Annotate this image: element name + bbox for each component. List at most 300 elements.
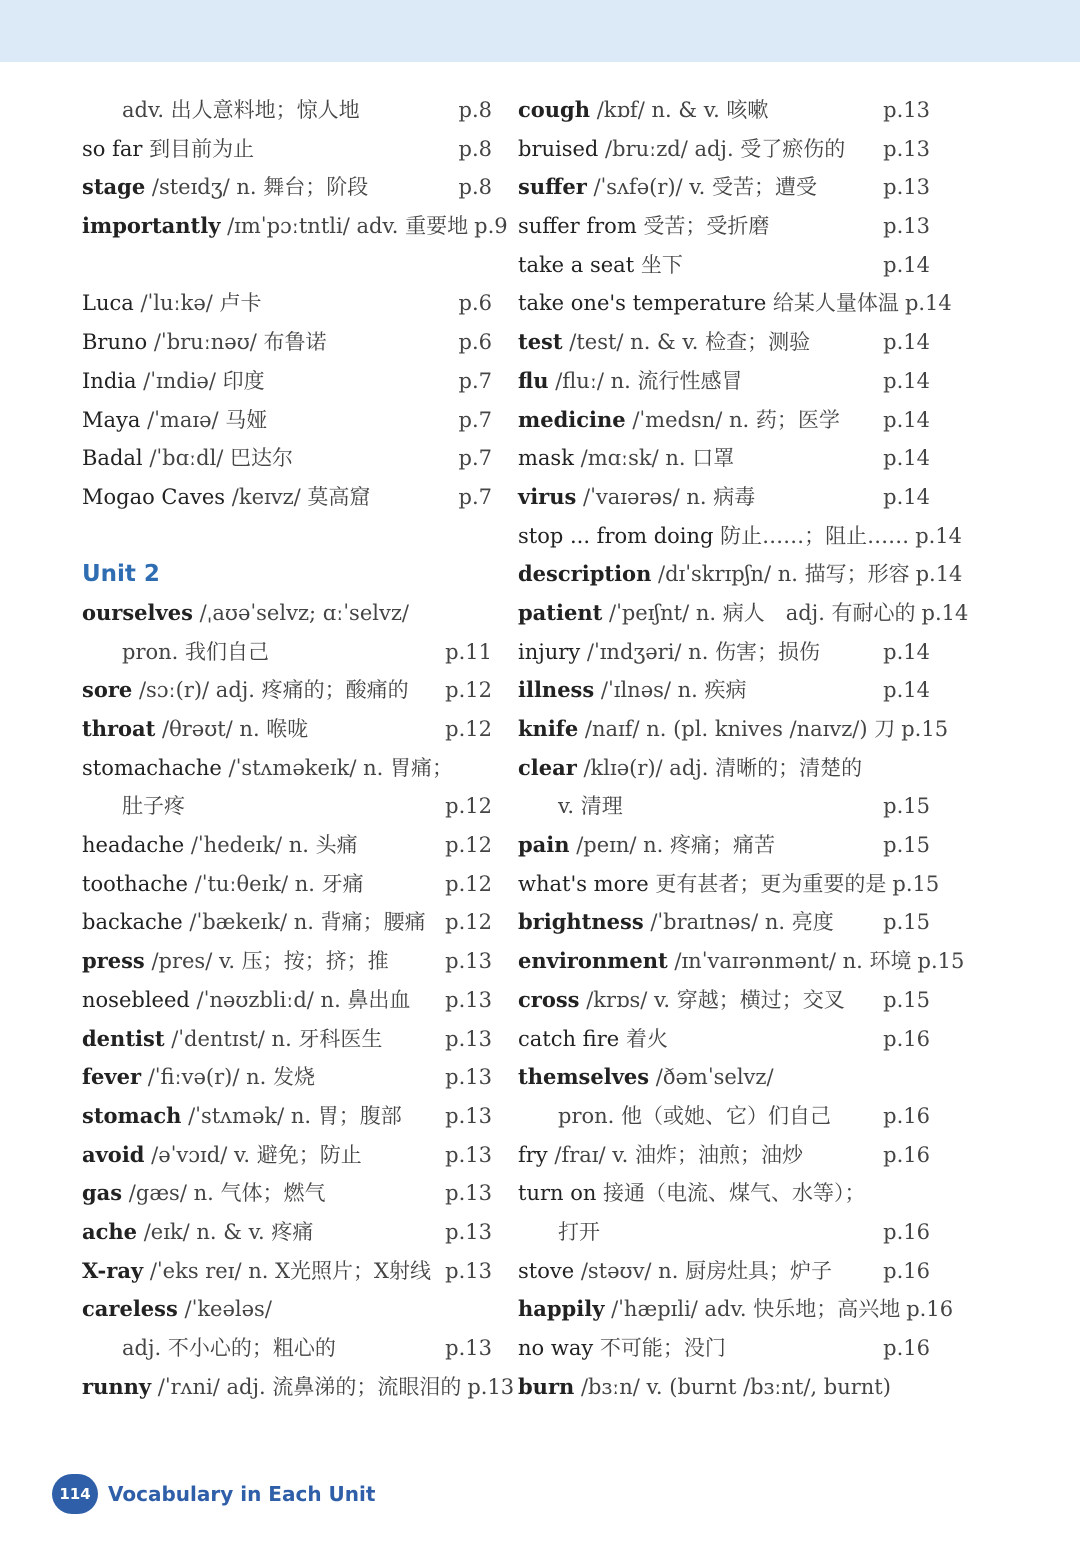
page-reference: p.15: [883, 910, 930, 935]
page-reference: p.7: [458, 446, 492, 471]
vocab-entry: [82, 826, 492, 865]
vocab-definition: 防止……；阻止……: [713, 523, 910, 548]
vocab-entry: [82, 633, 492, 672]
vocab-entry: [518, 981, 930, 1020]
vocab-entry-text: [518, 246, 683, 285]
vocab-word: environment: [518, 948, 668, 974]
vocab-entry: [518, 362, 930, 401]
vocab-word: knife: [518, 716, 579, 741]
vocab-entry-text: [82, 1290, 272, 1329]
vocab-entry: [82, 903, 492, 942]
vocab-entry: [82, 168, 492, 207]
vocab-definition: /bɜːn/ v. (burnt /bɜːnt/, burnt): [574, 1374, 891, 1399]
page-reference: p.14: [883, 252, 930, 277]
page-reference: p.11: [445, 639, 492, 664]
vocab-word: careless: [82, 1296, 178, 1322]
vocab-word: Bruno: [82, 330, 148, 355]
vocab-word: illness: [518, 677, 595, 703]
vocab-word: suffer: [518, 174, 587, 200]
vocab-entry: [518, 1174, 930, 1213]
page-reference: p.15: [917, 949, 965, 974]
vocab-entry-text: [82, 1058, 315, 1097]
vocab-definition: /ˈmaɪə/ 马娅: [140, 407, 268, 432]
vocab-entry-text: [518, 787, 623, 826]
vocab-definition: /θrəʊt/ n. 喉咙: [155, 717, 309, 741]
page-reference: p.13: [445, 1065, 492, 1090]
vocab-definition: /stəʊv/ n. 厨房灶具；炉子: [574, 1258, 833, 1283]
page-reference: p.14: [883, 446, 930, 471]
vocab-entry-text: [82, 749, 453, 788]
vocab-entry: [82, 1252, 492, 1291]
vocab-entry: [82, 1020, 492, 1059]
vocab-word: themselves: [518, 1064, 650, 1090]
vocab-entry: [82, 1290, 492, 1329]
vocab-entry: [518, 594, 969, 633]
vocab-entry: [82, 91, 492, 130]
page-number-badge: 114: [52, 1474, 98, 1514]
vocab-word: flu: [518, 367, 549, 393]
vocab-definition: /ˈeks reɪ/ n. X光照片；X射线: [143, 1258, 431, 1283]
vocab-word: description: [518, 561, 652, 587]
vocab-word: gas: [82, 1180, 123, 1206]
vocab-entry: [82, 1058, 492, 1097]
vocab-entry-text: [518, 981, 845, 1020]
vocab-word: ache: [82, 1218, 138, 1244]
vocab-entry-text: [518, 1213, 600, 1252]
vocab-definition: /ˈstʌməkeɪk/ n. 胃痛；: [221, 755, 453, 780]
vocab-definition: /naɪf/ n. (pl. knives /naɪvz/) 刀: [578, 717, 896, 741]
vocab-definition: /mɑːsk/ n. 口罩: [573, 446, 735, 471]
vocab-entry-text: [518, 1174, 866, 1213]
vocab-definition: /fraɪ/ v. 油炸；油煎；油炒: [547, 1142, 803, 1167]
vocab-word: fry: [518, 1142, 548, 1167]
vocab-entry: [82, 207, 508, 246]
vocab-entry: [82, 787, 492, 826]
page-reference: p.8: [458, 98, 492, 122]
vocab-entry-text: [82, 1329, 336, 1368]
vocab-definition: /ˈkeələs/: [177, 1297, 272, 1322]
vocab-entry-text: [82, 1020, 382, 1059]
vocab-entry-text: [82, 787, 185, 826]
vocab-word: dentist: [82, 1025, 165, 1051]
vocab-entry-text: [82, 401, 267, 440]
vocab-word: importantly: [82, 213, 221, 239]
vocab-entry: [82, 865, 492, 904]
vocab-entry-text: [82, 594, 409, 633]
vocab-entry: [82, 439, 492, 478]
vocab-definition: /kɒf/ n. & v. 咳嗽: [590, 98, 769, 122]
vocab-word: virus: [518, 483, 577, 509]
vocab-word: catch fire: [518, 1026, 620, 1051]
page-reference: p.16: [883, 1258, 930, 1283]
vocab-definition: 不可能；没门: [593, 1336, 726, 1360]
page-reference: p.8: [458, 136, 492, 161]
vocab-definition: /sɔː(r)/ adj. 疼痛的；酸痛的: [132, 678, 409, 703]
page-reference: p.6: [458, 291, 492, 316]
vocab-entry-text: [518, 942, 912, 981]
vocab-entry: [518, 671, 930, 710]
page-reference: p.13: [445, 1181, 492, 1206]
page-reference: p.15: [892, 871, 940, 896]
vocab-entry-text: [518, 401, 840, 440]
vocab-word: mask: [518, 446, 574, 471]
page-reference: p.16: [883, 1142, 930, 1167]
vocab-word: brightness: [518, 909, 644, 935]
page-reference: p.12: [445, 871, 492, 896]
page-reference: p.13: [883, 98, 930, 122]
vocab-definition: /ɪmˈpɔːtntli/ adv. 重要地: [220, 214, 469, 239]
vocab-definition: 更有甚者；更为重要的是: [648, 871, 887, 896]
page-reference: p.15: [883, 987, 930, 1012]
page-reference: p.15: [883, 794, 930, 819]
right-vocabulary-column: [518, 91, 969, 1406]
vocab-definition: adv. 出人意料地；惊人地: [122, 98, 360, 122]
vocab-entry: [518, 1290, 954, 1329]
vocab-word: Maya: [82, 407, 141, 432]
vocab-entry: [82, 478, 492, 517]
vocab-entry: [82, 594, 492, 633]
vocab-entry-text: [518, 671, 747, 710]
page-reference: p.7: [458, 484, 492, 509]
page-reference: p.13: [445, 1026, 492, 1051]
vocab-word: test: [518, 329, 563, 355]
vocab-entry-text: [82, 671, 409, 710]
page-reference: p.14: [915, 523, 963, 548]
left-vocabulary-column: [82, 91, 515, 1406]
vocab-entry-text: [82, 439, 293, 478]
vocab-entry: [518, 323, 930, 362]
vocab-word: turn on: [518, 1181, 597, 1206]
vocab-entry: [82, 749, 492, 788]
vocab-definition: /ˈmedsn/ n. 药；医学: [625, 407, 840, 432]
vocab-word: X-ray: [82, 1257, 144, 1283]
page-reference: p.13: [445, 1103, 492, 1128]
vocab-entry: [518, 91, 930, 130]
vocab-entry-text: [518, 1136, 803, 1175]
vocab-entry-text: [518, 478, 755, 517]
page-reference: p.15: [901, 717, 949, 741]
vocab-definition: 受苦；受折磨: [636, 214, 770, 239]
vocab-entry: [82, 942, 492, 981]
vocab-entry: [82, 981, 492, 1020]
page-reference: p.13: [445, 1336, 492, 1360]
page-reference: p.12: [445, 678, 492, 703]
vocab-entry-text: [82, 710, 308, 749]
vocab-entry: [518, 555, 963, 594]
vocab-entry-text: [82, 284, 262, 323]
vocab-entry: [518, 439, 930, 478]
vocab-word: take one's temperature: [518, 291, 767, 316]
vocab-entry-text: [82, 168, 368, 207]
vocab-entry-text: [82, 478, 370, 517]
page-reference: p.12: [445, 717, 492, 741]
vocab-entry-text: [518, 1097, 831, 1136]
vocab-word: bruised: [518, 136, 599, 161]
vocab-definition: /ˈdentɪst/ n. 牙科医生: [164, 1026, 383, 1051]
vocab-definition: /ɪnˈvaɪrənmənt/ n. 环境: [667, 949, 912, 974]
vocab-definition: /ˌaʊəˈselvz; ɑːˈselvz/: [192, 600, 409, 625]
page-reference: p.14: [883, 678, 930, 703]
vocab-definition: /fluː/ n. 流行性感冒: [548, 368, 743, 393]
vocab-word: burn: [518, 1373, 575, 1399]
vocab-entry: [518, 1020, 930, 1059]
vocab-word: no way: [518, 1336, 594, 1360]
vocab-definition: /ˈrʌni/ adj. 流鼻涕的；流眼泪的: [151, 1374, 462, 1399]
page-reference: p.13: [445, 987, 492, 1012]
vocab-definition: adj. 不小心的；粗心的: [122, 1336, 336, 1360]
vocab-entry-text: [82, 826, 358, 865]
vocab-definition: /əˈvɔɪd/ v. 避免；防止: [144, 1142, 362, 1167]
vocab-word: press: [82, 948, 145, 974]
vocab-entry-text: [82, 362, 265, 401]
vocab-word: cough: [518, 97, 591, 122]
vocab-entry-text: [82, 207, 468, 246]
vocab-entry-text: [82, 91, 360, 130]
page-reference: p.13: [883, 136, 930, 161]
vocab-word: sore: [82, 677, 133, 703]
page-reference: p.7: [458, 368, 492, 393]
vocab-entry: [82, 1329, 492, 1368]
vocab-definition: /ˈsʌfə(r)/ v. 受苦；遭受: [586, 175, 818, 200]
unit-heading: Unit 2: [82, 561, 160, 588]
vocab-entry-text: [518, 323, 810, 362]
vocab-entry: [82, 284, 492, 323]
page-reference: p.14: [904, 291, 952, 316]
vocab-entry-text: [82, 633, 269, 672]
vocab-definition: pron. 他（或她、它）们自己: [558, 1103, 831, 1128]
vocab-definition: /peɪn/ n. 疼痛；痛苦: [569, 833, 776, 858]
vocab-definition: 到目前为止: [142, 136, 255, 161]
vocab-entry-text: [518, 826, 775, 865]
vocab-entry-text: [82, 1213, 313, 1252]
vocab-entry: [82, 710, 492, 749]
page-reference: p.16: [883, 1103, 930, 1128]
vocab-entry-text: [518, 168, 817, 207]
vocab-entry: [518, 1213, 930, 1252]
vocab-entry-text: [518, 1020, 668, 1059]
vocab-word: India: [82, 368, 137, 393]
page-reference: p.13: [467, 1374, 515, 1399]
vocab-word: stage: [82, 174, 146, 200]
vocab-definition: /bruːzd/ adj. 受了瘀伤的: [598, 136, 846, 161]
vocab-entry: [518, 168, 930, 207]
vocab-word: stove: [518, 1258, 575, 1283]
vocab-word: throat: [82, 716, 156, 741]
vocab-entry: [518, 1136, 930, 1175]
vocab-definition: /ˈvaɪərəs/ n. 病毒: [576, 484, 756, 509]
vocab-entry: [518, 865, 940, 904]
vocab-entry: [82, 130, 492, 169]
vocab-definition: /ˈbɑːdl/ 巴达尔: [142, 446, 294, 471]
section-title: Vocabulary in Each Unit: [108, 1482, 376, 1506]
vocab-definition: /ˈhedeɪk/ n. 头痛: [184, 833, 358, 858]
vocab-definition: /klɪə(r)/ adj. 清晰的；清楚的: [576, 755, 863, 780]
vocab-entry-text: [518, 1290, 900, 1329]
vocab-definition: /steɪdʒ/ n. 舞台；阶段: [145, 175, 369, 200]
page-reference: p.13: [445, 1219, 492, 1244]
vocab-entry-text: [82, 1252, 431, 1291]
vocab-definition: /ˈɪlnəs/ n. 疾病: [594, 678, 747, 703]
vocab-entry-text: [82, 130, 254, 169]
vocab-entry: [518, 478, 930, 517]
vocab-definition: /krɒs/ v. 穿越；横过；交叉: [579, 987, 845, 1012]
vocab-entry: [518, 517, 963, 556]
vocab-entry: [518, 787, 930, 826]
page-reference: p.16: [883, 1026, 930, 1051]
vocab-definition: 给某人量体温: [766, 291, 899, 316]
vocab-word: toothache: [82, 871, 188, 896]
vocab-definition: /ˈluːkə/ 卢卡: [133, 291, 262, 316]
vocab-definition: 着火: [619, 1026, 668, 1051]
vocab-entry: [518, 207, 930, 246]
vocab-entry-text: [82, 323, 327, 362]
page-footer: [52, 1474, 375, 1514]
vocab-entry-text: [518, 1368, 891, 1407]
vocab-entry-text: [518, 207, 769, 246]
vocab-word: suffer from: [518, 214, 637, 239]
page-reference: p.12: [445, 910, 492, 935]
vocab-definition: 肚子疼: [122, 794, 185, 819]
vocab-entry: [518, 903, 930, 942]
vocab-definition: 接通（电流、煤气、水等）；: [596, 1181, 866, 1206]
vocab-entry-text: [82, 865, 364, 904]
vocab-entry-text: [518, 362, 743, 401]
page-reference: p.9: [474, 214, 508, 239]
vocab-entry-text: [518, 284, 899, 323]
vocab-entry: [518, 826, 930, 865]
page-reference: p.14: [915, 562, 963, 587]
vocab-word: stop ... from doing: [518, 523, 714, 548]
vocab-entry: [518, 284, 952, 323]
vocab-word: avoid: [82, 1141, 145, 1167]
vocab-definition: /ˈɪndʒəri/ n. 伤害；损伤: [580, 639, 821, 664]
vocab-entry-text: [82, 1097, 402, 1136]
vocab-definition: /ðəmˈselvz/: [649, 1065, 774, 1090]
vocab-definition: 坐下: [634, 252, 683, 277]
vocab-entry-text: [82, 1174, 325, 1213]
vocab-entry: [82, 1213, 492, 1252]
vocab-word: stomach: [82, 1102, 182, 1128]
vocab-entry: [518, 1329, 930, 1368]
vocab-word: take a seat: [518, 252, 635, 277]
vocab-definition: /ˈbruːnəʊ/ 布鲁诺: [147, 330, 327, 355]
vocab-definition: /ˈbækeɪk/ n. 背痛；腰痛: [182, 910, 426, 935]
vocab-entry: [518, 1097, 930, 1136]
vocab-entry-text: [518, 1252, 832, 1291]
vocab-word: pain: [518, 832, 570, 858]
vocab-entry: [82, 401, 492, 440]
vocab-word: medicine: [518, 406, 626, 432]
vocab-entry: [82, 1368, 515, 1407]
vocab-definition: /ˈhæpɪli/ adv. 快乐地；高兴地: [604, 1297, 901, 1322]
vocab-word: happily: [518, 1296, 605, 1322]
vocab-entry: [518, 246, 930, 285]
vocab-entry: [82, 1174, 492, 1213]
vocab-definition: /pres/ v. 压；按；挤；推: [144, 949, 389, 974]
vocab-definition: /test/ n. & v. 检查；测验: [562, 330, 811, 355]
page-reference: p.16: [906, 1297, 954, 1322]
page-reference: p.15: [883, 833, 930, 858]
vocab-entry-text: [518, 439, 734, 478]
vocab-entry: [82, 323, 492, 362]
vocab-entry: [82, 1136, 492, 1175]
vocab-definition: 打开: [558, 1219, 600, 1244]
vocab-word: so far: [82, 136, 143, 161]
page-reference: p.14: [921, 600, 969, 625]
spacer-row: [82, 246, 492, 285]
vocab-entry: [518, 633, 930, 672]
vocab-entry: [518, 1368, 930, 1407]
vocab-definition: pron. 我们自己: [122, 639, 269, 664]
vocab-word: nosebleed: [82, 987, 190, 1012]
page-reference: p.13: [883, 214, 930, 239]
vocab-definition: /ˈfiːvə(r)/ n. 发烧: [141, 1065, 315, 1090]
page-reference: p.8: [458, 175, 492, 200]
vocab-entry-text: [518, 710, 895, 749]
vocab-word: stomachache: [82, 755, 222, 780]
page-reference: p.16: [883, 1336, 930, 1360]
page-reference: p.12: [445, 833, 492, 858]
vocab-word: Mogao Caves: [82, 484, 226, 509]
vocab-word: fever: [82, 1064, 142, 1090]
page-reference: p.13: [445, 1142, 492, 1167]
vocab-entry: [518, 1252, 930, 1291]
vocab-entry-text: [518, 555, 910, 594]
vocab-definition: /eɪk/ n. & v. 疼痛: [137, 1219, 314, 1244]
vocab-definition: v. 清理: [558, 794, 623, 819]
vocab-word: runny: [82, 1373, 152, 1399]
vocab-word: cross: [518, 986, 580, 1012]
page-reference: p.13: [445, 949, 492, 974]
vocab-word: Badal: [82, 446, 143, 471]
vocab-definition: /ˈɪndiə/ 印度: [136, 368, 265, 393]
vocab-definition: /ˈstʌmək/ n. 胃；腹部: [181, 1103, 402, 1128]
page-reference: p.14: [883, 484, 930, 509]
vocab-entry: [82, 362, 492, 401]
vocab-word: clear: [518, 754, 577, 780]
vocab-entry: [518, 130, 930, 169]
vocab-entry-text: [82, 942, 389, 981]
page-reference: p.14: [883, 407, 930, 432]
vocab-entry: [82, 1097, 492, 1136]
top-decorative-band: [0, 0, 1080, 62]
vocab-entry: [518, 749, 930, 788]
vocab-entry-text: [518, 1058, 774, 1097]
vocab-entry-text: [518, 594, 916, 633]
page-reference: p.13: [445, 1258, 492, 1283]
vocab-definition: /ˈtuːθeɪk/ n. 牙痛: [187, 871, 364, 896]
page-reference: p.6: [458, 330, 492, 355]
vocab-entry-text: [82, 903, 426, 942]
vocab-entry-text: [518, 633, 820, 672]
vocab-entry: [518, 942, 965, 981]
vocab-entry-text: [518, 130, 845, 169]
vocab-word: backache: [82, 910, 183, 935]
vocab-definition: /ˈnəʊzbliːd/ n. 鼻出血: [189, 987, 411, 1012]
vocab-word: patient: [518, 599, 603, 625]
page-reference: p.12: [445, 794, 492, 819]
vocab-word: ourselves: [82, 599, 193, 625]
vocab-entry-text: [82, 1136, 362, 1175]
page-reference: p.14: [883, 639, 930, 664]
vocab-entry-text: [518, 1329, 726, 1368]
vocab-word: headache: [82, 833, 185, 858]
vocab-definition: /ˈbraɪtnəs/ n. 亮度: [643, 910, 834, 935]
page-reference: p.7: [458, 407, 492, 432]
page-reference: p.14: [883, 368, 930, 393]
vocab-entry-text: [518, 749, 862, 788]
vocab-entry-text: [518, 91, 768, 130]
